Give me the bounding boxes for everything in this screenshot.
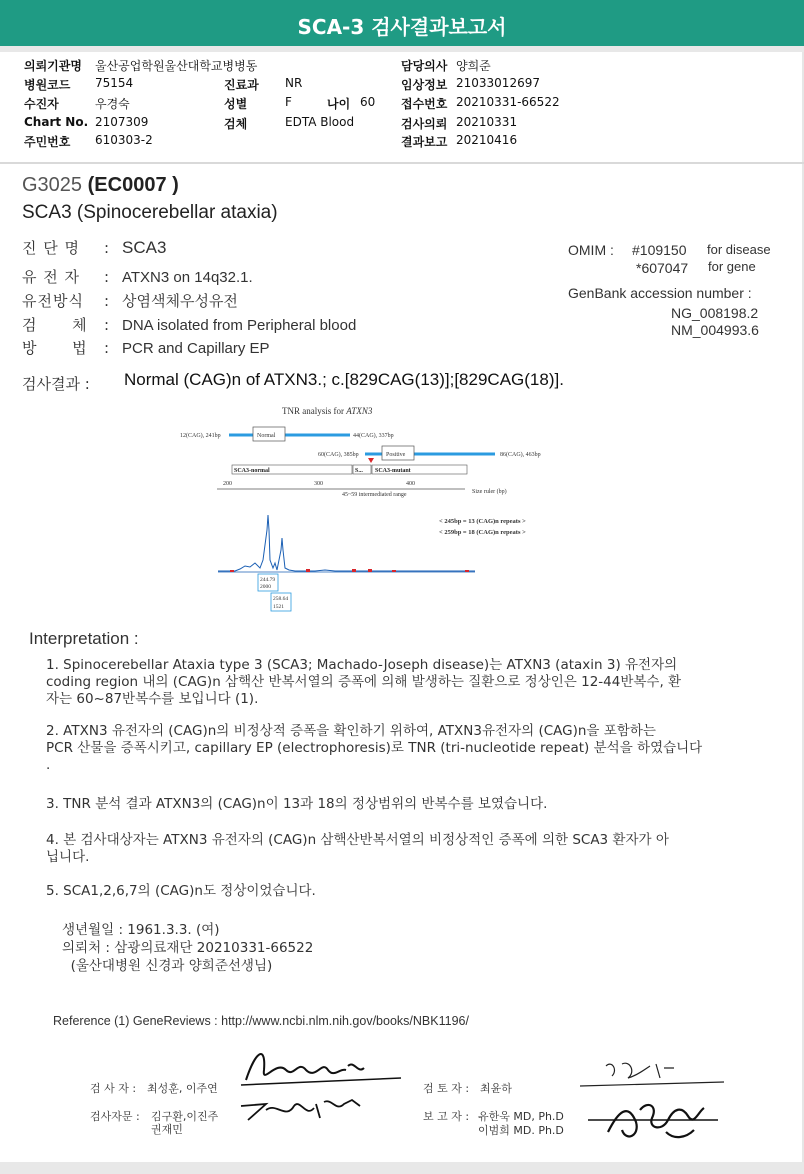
ruler-label: Size ruler (bp) [472, 489, 507, 495]
info-right-0-value: 양희준 [456, 59, 491, 73]
detail-value: PCR and Capillary EP [122, 340, 270, 357]
detail-row-4 [22, 337, 270, 358]
tester-names: 최성훈, 이주연 [147, 1082, 218, 1095]
advisor-signature [236, 1092, 376, 1128]
genbank-accession-1: NG_008198.2 [671, 305, 759, 321]
interpretation-line: . [46, 757, 51, 773]
peak1-size: 244.79 [260, 577, 276, 583]
genbank-label: GenBank accession number : [568, 285, 752, 301]
info-left-3-label: Chart No. [24, 115, 89, 129]
result-value: Normal (CAG)n of ATXN3.; c.[829CAG(13)];[829CAG(18)]. [124, 370, 564, 389]
genbank-accession-2: NM_004993.6 [671, 322, 759, 338]
interpretation-item-1 [46, 657, 772, 708]
omim-disease-id: #109150 [632, 242, 687, 258]
detail-colon: : [104, 292, 110, 310]
detail-label: 유전방식 [22, 292, 84, 310]
info-left-4-value: 610303-2 [95, 133, 153, 147]
test-subcode: (EC0007 ) [87, 174, 179, 196]
info-age-value: 60 [360, 95, 376, 109]
omim-gene-desc: for gene [708, 259, 756, 274]
referrer-detail: (울산대병원 신경과 양희준선생님) [62, 958, 273, 974]
interpretation-line: coding region 내의 (CAG)n 삼핵산 반복서열의 증폭에 의해 발생하는 질환으로 정상인은 12-44반복수, 환 [46, 674, 682, 690]
interpretation-line: 1. Spinocerebellar Ataxia type 3 (SCA3; Machado-Joseph disease)는 ATXN3 (ataxin 3) 유전자의 [46, 657, 678, 673]
omim-label: OMIM : [568, 242, 614, 258]
test-name: SCA3 (Spinocerebellar ataxia) [22, 202, 278, 223]
ruler-tick-300: 300 [314, 481, 323, 487]
info-right-2-value: 20210331-66522 [456, 95, 560, 109]
interpretation-line: 자는 60~87반복수를 보입니다 (1). [46, 691, 259, 707]
referrer: 의뢰처 : 삼광의료재단 20210331-66522 [62, 940, 314, 956]
reporter-name-2: 이범희 MD. Ph.D [478, 1124, 564, 1137]
reviewer-name: 최윤하 [480, 1082, 512, 1095]
reviewer-signature [578, 1056, 728, 1090]
info-left-1-value: 75154 [95, 76, 134, 90]
tester-signature [236, 1040, 406, 1100]
birth-date: 생년월일 : 1961.3.3. (여) [62, 922, 220, 938]
detail-value: 상염색체우성유전 [122, 293, 238, 310]
info-right-4-value: 20210416 [456, 133, 518, 147]
info-mid-1-value: F [285, 95, 292, 109]
info-left-2-value: 우경숙 [95, 97, 130, 111]
interpretation-item-2 [46, 723, 772, 774]
info-right-3-value: 20210331 [456, 115, 518, 129]
peak2-height: 1521 [273, 604, 284, 610]
interpretation-item-5 [46, 883, 772, 900]
omim-disease-desc: for disease [707, 242, 771, 257]
detail-label: 방 법 [22, 339, 88, 357]
peak-note-1: < 245bp = 13 (CAG)n repeats > [439, 518, 526, 525]
detail-row-1 [22, 266, 253, 287]
tnr-analysis-figure [175, 400, 565, 615]
info-left-1-label: 병원코드 [24, 78, 71, 92]
info-mid-2-label: 검체 [224, 117, 248, 131]
info-right-1-label: 임상정보 [401, 78, 448, 92]
footer-bar [0, 1162, 804, 1174]
advisor-names-2: 권재민 [151, 1123, 183, 1136]
info-mid-1-label: 성별 [224, 97, 248, 111]
info-right-2-label: 접수번호 [401, 97, 448, 111]
info-left-4-label: 주민번호 [24, 135, 71, 149]
normal-left-label: 12(CAG), 241bp [180, 433, 221, 439]
info-left-0-value: 울산공업학원울산대학교병병동 [95, 59, 258, 73]
detail-colon: : [104, 239, 110, 257]
detail-label: 검 체 [22, 316, 88, 334]
zone-mutant-label: SCA3-mutant [375, 468, 411, 474]
result-label: 검사결과 : [22, 375, 90, 393]
trace-marker-4 [368, 569, 372, 572]
zone-normal-label: SCA3-normal [234, 468, 270, 474]
interpretation-title: Interpretation : [29, 629, 139, 648]
peak2-size: 258.64 [273, 596, 289, 602]
reporter-signature [578, 1092, 728, 1152]
interpretation-line: 닙니다. [46, 849, 90, 865]
interpretation-item-4 [46, 832, 772, 866]
interpretation-line: PCR 산물을 증폭시키고, capillary EP (electrophoresis)로 TNR (tri-nucleotide repeat) 분석을 하였습니다 [46, 740, 703, 756]
peak1-height: 2000 [260, 584, 271, 590]
reviewer-label: 검 토 자 : [423, 1082, 470, 1095]
trace-marker-3 [352, 569, 356, 572]
figure-title: TNR analysis for ATXN3 [282, 406, 373, 416]
interpretation-line: 4. 본 검사대상자는 ATXN3 유전자의 (CAG)n 삼핵산반복서열의 비정상적인 증폭에 의한 SCA3 환자가 아 [46, 832, 669, 848]
interpretation-line: 3. TNR 분석 결과 ATXN3의 (CAG)n이 13과 18의 정상범위의 반복수를 보였습니다. [46, 796, 548, 812]
info-mid-0-label: 진료과 [224, 78, 259, 92]
peak-note-2: < 259bp = 18 (CAG)n repeats > [439, 529, 526, 536]
detail-row-2 [22, 290, 238, 311]
trace-marker-5 [392, 570, 396, 572]
info-right-4-label: 결과보고 [401, 135, 448, 149]
interpretation-line: 2. ATXN3 유전자의 (CAG)n의 비정상적 증폭을 확인하기 위하여, ATXN3유전자의 (CAG)n을 포함하는 [46, 723, 656, 739]
test-code: G3025 [22, 174, 83, 196]
info-age-label: 나이 [327, 97, 351, 111]
detail-colon: : [104, 316, 110, 334]
detail-label: 유 전 자 [22, 268, 81, 286]
trace-marker-2 [306, 569, 310, 572]
ruler-tick-200: 200 [223, 481, 232, 487]
ruler-tick-400: 400 [406, 481, 415, 487]
reporter-name-1: 유한욱 MD, Ph.D [478, 1110, 564, 1123]
positive-right-label: 86(CAG), 463bp [500, 452, 541, 458]
intermediate-label: 45~59 intermediated range [342, 492, 407, 498]
info-mid-0-value: NR [285, 76, 303, 90]
info-mid-2-value: EDTA Blood [285, 115, 355, 129]
header-divider [0, 162, 804, 164]
advisor-label: 검사자문 : [90, 1110, 140, 1123]
test-code-line [22, 174, 179, 197]
zone-mid-label: S... [355, 468, 363, 474]
info-right-1-value: 21033012697 [456, 76, 540, 90]
positive-marker [368, 458, 374, 463]
trace-marker-6 [465, 570, 469, 572]
info-left-2-label: 수진자 [24, 97, 59, 111]
electropherogram-trace [218, 515, 475, 571]
tester-label: 검 사 자 : [90, 1082, 137, 1095]
reference: Reference (1) GeneReviews : http://www.ncbi.nlm.nih.gov/books/NBK1196/ [53, 1014, 469, 1028]
detail-colon: : [104, 339, 110, 357]
advisor-names-1: 김구환,이진주 [151, 1110, 219, 1123]
detail-colon: : [104, 268, 110, 286]
info-left-0-label: 의뢰기관명 [24, 59, 82, 73]
detail-value: ATXN3 on 14q32.1. [122, 269, 253, 286]
interpretation-line: 5. SCA1,2,6,7의 (CAG)n도 정상이었습니다. [46, 883, 316, 899]
info-right-0-label: 담당의사 [401, 59, 448, 73]
positive-box-label: Positive [386, 452, 406, 458]
info-left-3-value: 2107309 [95, 115, 149, 129]
detail-row-3 [22, 314, 356, 335]
trace-marker-1 [230, 570, 234, 572]
detail-value: DNA isolated from Peripheral blood [122, 317, 357, 334]
detail-label: 진 단 명 [22, 239, 81, 257]
report-title: SCA-3 검사결과보고서 [0, 0, 804, 46]
omim-gene-id: *607047 [636, 260, 689, 276]
info-right-3-label: 검사의뢰 [401, 117, 448, 131]
interpretation-item-3 [46, 796, 772, 813]
normal-right-label: 44(CAG), 337bp [353, 433, 394, 439]
reporter-label: 보 고 자 : [423, 1110, 470, 1123]
detail-row-0 [22, 237, 166, 258]
detail-value: SCA3 [122, 238, 167, 257]
normal-box-label: Normal [257, 433, 276, 439]
positive-left-label: 60(CAG), 385bp [318, 452, 359, 458]
